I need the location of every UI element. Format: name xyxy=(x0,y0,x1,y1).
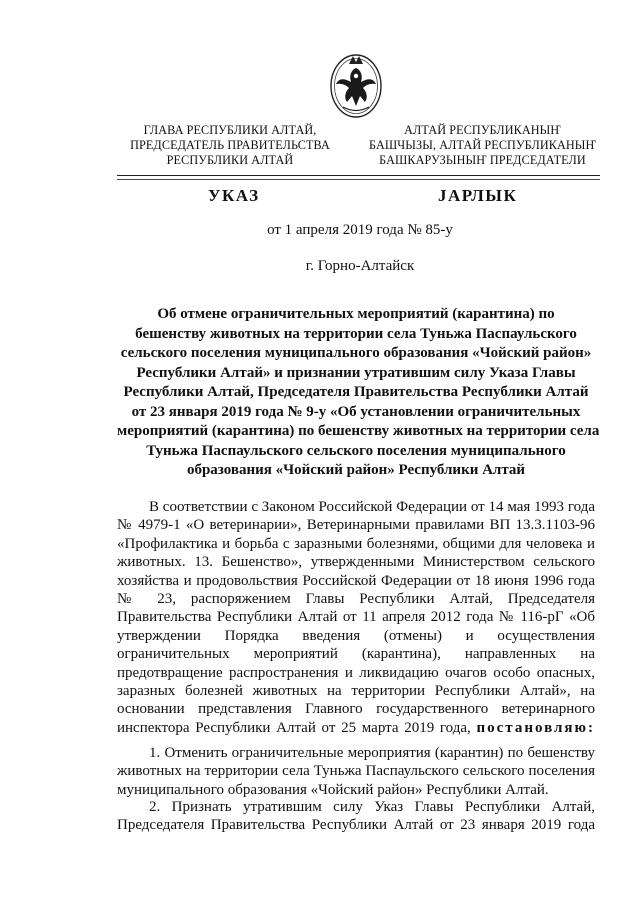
preamble-line: Правительства Республики Алтай от 11 апреля 2012 года № 116-рГ «Об xyxy=(117,609,595,626)
document-place: г. Горно-Алтайск xyxy=(305,258,415,274)
header-left-line: РЕСПУБЛИКИ АЛТАЙ xyxy=(166,153,294,167)
title-line: Республики Алтай, Председателя Правительства Республики Алтай xyxy=(123,384,589,400)
header-left-block xyxy=(125,123,335,168)
preamble-line: основании представления Главного государственного ветеринарного xyxy=(117,701,595,718)
title-line: Об отмене ограничительных мероприятий (карантина) по xyxy=(157,306,555,322)
title-line: мероприятий (карантина) по бешенству животных на территории села xyxy=(117,423,600,439)
header-right-line: АЛТАЙ РЕСПУБЛИКАНЫҤ xyxy=(404,123,561,137)
header-right-block xyxy=(365,123,600,168)
header-left-line: ГЛАВА РЕСПУБЛИКИ АЛТАЙ, xyxy=(143,123,317,137)
item-2-paragraph xyxy=(117,798,595,835)
preamble-line: В соответствии с Законом Российской Федерации от 14 мая 1993 года xyxy=(149,499,595,515)
preamble-line: утверждении Порядка введения (отмены) и осуществления xyxy=(117,627,595,644)
document-date-number: от 1 апреля 2019 года № 85-у xyxy=(267,222,453,238)
coat-of-arms-emblem xyxy=(327,50,385,120)
item-2-line: 2. Признать утратившим силу Указ Главы Республики Алтай, xyxy=(149,799,595,815)
header-left-line: ПРЕДСЕДАТЕЛЬ ПРАВИТЕЛЬСТВА xyxy=(130,138,330,152)
header-right-line: БАШЧЫЗЫ, АЛТАЙ РЕСПУБЛИКАНЫҤ xyxy=(369,138,596,152)
header-divider-thin xyxy=(117,179,600,180)
item-1-line: 1. Отменить ограничительные мероприятия (карантин) по бешенству xyxy=(149,745,595,761)
document-kind-altai: JАРЛЫК xyxy=(438,186,518,205)
preamble-last-line xyxy=(117,719,595,737)
preamble-line: «Профилактика и борьба с заразными болезнями, общими для человека и xyxy=(117,535,595,552)
decree-word: постановляю: xyxy=(476,719,595,736)
document-kind-russian: УКАЗ xyxy=(208,186,260,205)
item-1-paragraph xyxy=(117,744,595,799)
preamble-last-text: инспектора Республики Алтай от 25 марта 2019 года, xyxy=(117,719,471,736)
item-1-line: муниципального образования «Чойский район» Республики Алтай. xyxy=(117,781,549,798)
preamble-line: заразных болезней животных на территории Республики Алтай», на xyxy=(117,683,595,700)
preamble-line: предотвращение распространения и ликвидацию очагов особо опасных, xyxy=(117,664,595,681)
title-line: бешенству животных на территории села Туньжа Паспаульского xyxy=(135,325,577,342)
header-divider-thick xyxy=(117,175,600,176)
preamble-line: № 23, распоряжением Главы Республики Алтай, Председателя xyxy=(117,591,595,608)
preamble-line: ограничительных мероприятий (карантина), направленных на xyxy=(117,646,595,663)
title-line: от 23 января 2019 года № 9-у «Об установлении ограничительных xyxy=(131,403,581,420)
preamble-line: хозяйства и продовольствия Российской Федерации от 18 июня 1996 года xyxy=(117,572,595,589)
preamble-line: № 4979-1 «О ветеринарии», Ветеринарными правилами ВП 13.3.1103-96 xyxy=(117,517,595,534)
title-line: сельского поселения муниципального образования «Чойский район» xyxy=(120,345,592,361)
item-1-line: животных на территории села Туньжа Паспаульского сельского поселения xyxy=(117,763,595,780)
coat-of-arms-icon xyxy=(327,50,385,120)
item-2-line: Председателя Правительства Республики Алтай от 23 января 2019 года xyxy=(117,817,595,834)
document-title xyxy=(117,305,600,481)
title-line: Туньжа Паспаульского сельского поселения муниципального xyxy=(146,442,566,459)
title-line: образования «Чойский район» Республики Алтай xyxy=(186,462,526,478)
preamble-line: животных. 13. Бешенство», утвержденными Министерством сельского xyxy=(117,554,595,571)
title-line: Республики Алтай» и признании утратившим силу Указа Главы xyxy=(136,364,576,381)
header-right-line: БАШКАРУЗЫНЫҤ ПРЕДСЕДАТЕЛИ xyxy=(379,153,586,167)
preamble-paragraph xyxy=(117,498,595,737)
